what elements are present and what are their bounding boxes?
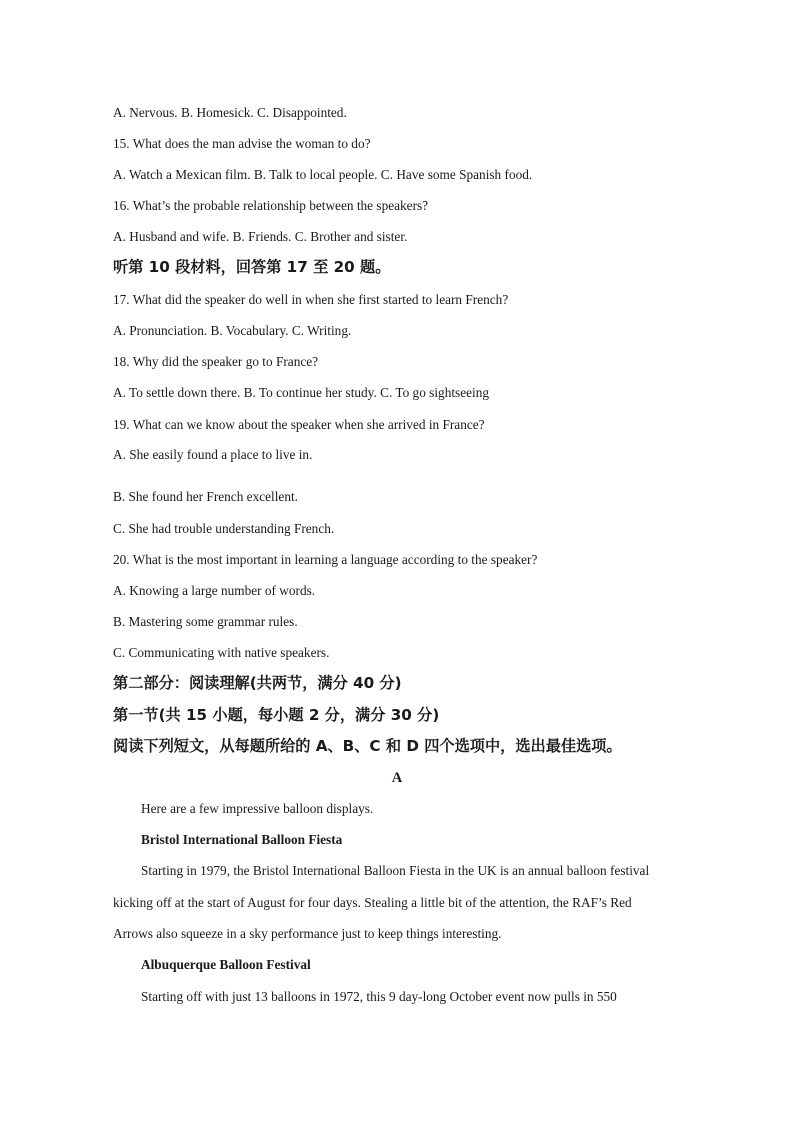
passage-subheading-bristol: Bristol International Balloon Fiesta — [141, 832, 343, 847]
passage-paragraph-line: Starting in 1979, the Bristol International Balloon Fiesta in the UK is an annual balloon festival — [141, 863, 650, 878]
section-instruction-material-10: 听第 10 段材料，回答第 17 至 20 题。 — [113, 258, 391, 276]
q20-question: 20. What is the most important in learning a language according to the speaker? — [113, 552, 538, 567]
q19-option-a: A. She easily found a place to live in. — [113, 447, 313, 462]
q20-option-b: B. Mastering some grammar rules. — [113, 614, 298, 629]
q14-options: A. Nervous. B. Homesick. C. Disappointed. — [113, 105, 347, 120]
q19-question: 19. What can we know about the speaker when she arrived in France? — [113, 417, 485, 432]
passage-paragraph-line: kicking off at the start of August for four days. Stealing a little bit of the attention, the RAF’s Red — [113, 895, 632, 910]
reading-instruction: 阅读下列短文，从每题所给的 A、B、C 和 D 四个选项中，选出最佳选项。 — [113, 737, 622, 755]
q20-option-c: C. Communicating with native speakers. — [113, 645, 330, 660]
q17-options: A. Pronunciation. B. Vocabulary. C. Writing. — [113, 323, 352, 338]
section-one-heading: 第一节(共 15 小题，每小题 2 分，满分 30 分) — [113, 706, 440, 724]
q18-question: 18. Why did the speaker go to France? — [113, 354, 319, 369]
q15-question: 15. What does the man advise the woman to do? — [113, 136, 371, 151]
q19-option-c: C. She had trouble understanding French. — [113, 521, 335, 536]
q16-options: A. Husband and wife. B. Friends. C. Brother and sister. — [113, 229, 408, 244]
passage-label: A — [391, 770, 403, 786]
q16-question: 16. What’s the probable relationship between the speakers? — [113, 198, 429, 213]
passage-paragraph-line: Arrows also squeeze in a sky performance just to keep things interesting. — [113, 926, 502, 941]
q20-option-a: A. Knowing a large number of words. — [113, 583, 316, 598]
q15-options: A. Watch a Mexican film. B. Talk to local people. C. Have some Spanish food. — [113, 167, 533, 182]
q17-question: 17. What did the speaker do well in when she first started to learn French? — [113, 292, 509, 307]
passage-paragraph-line: Starting off with just 13 balloons in 1972, this 9 day-long October event now pulls in 550 — [141, 989, 617, 1004]
passage-intro: Here are a few impressive balloon displays. — [141, 801, 374, 816]
passage-subheading-albuquerque: Albuquerque Balloon Festival — [141, 957, 311, 972]
q18-options: A. To settle down there. B. To continue her study. C. To go sightseeing — [113, 385, 490, 400]
part-two-heading: 第二部分：阅读理解(共两节，满分 40 分) — [113, 674, 402, 692]
q19-option-b: B. She found her French excellent. — [113, 489, 298, 504]
